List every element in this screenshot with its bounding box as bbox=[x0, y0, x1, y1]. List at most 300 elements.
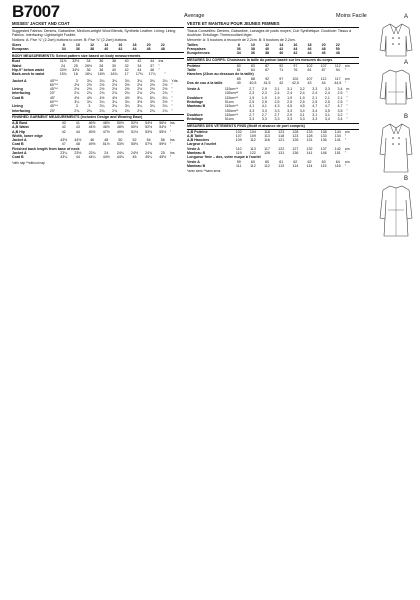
table-cell: 127 bbox=[292, 146, 299, 151]
table-cell: 114 bbox=[306, 163, 313, 168]
row-label: Européennes bbox=[187, 51, 210, 56]
table-cell: 41,5 bbox=[263, 80, 271, 85]
table-cell: 54½ bbox=[159, 125, 167, 130]
table-cell: 4,1 bbox=[261, 104, 267, 109]
pattern-title: VESTE ET MANTEAU POUR JEUNES FEMMES bbox=[187, 22, 359, 28]
fabric-width: 45"** bbox=[49, 87, 58, 92]
unit-label: " bbox=[169, 125, 172, 130]
row-label: Françaises bbox=[187, 46, 206, 51]
fabric-width: 115cm** bbox=[224, 87, 239, 92]
unit-label: " bbox=[346, 100, 348, 105]
size-cell: 46 bbox=[321, 51, 326, 56]
table-cell: 2,3 bbox=[249, 91, 255, 96]
table-cell: 3¼ bbox=[99, 104, 105, 109]
table-cell: 4,3 bbox=[274, 104, 280, 109]
table-cell: 61 bbox=[279, 159, 284, 164]
pattern-title: MISSES' JACKET AND COAT bbox=[12, 22, 184, 28]
measurement-table bbox=[187, 130, 359, 143]
width-heading: Largeur à l'ourlet bbox=[187, 142, 217, 147]
table-cell: 116 bbox=[334, 163, 341, 168]
table-cell: 128 bbox=[292, 129, 299, 134]
table-cell: 123 bbox=[278, 129, 285, 134]
table-cell: 56½ bbox=[159, 120, 167, 125]
table-cell: 60 bbox=[250, 159, 255, 164]
table-cell: 110 bbox=[235, 146, 242, 151]
fabric-width: 115cm** bbox=[224, 104, 239, 109]
table-cell: 3 bbox=[75, 78, 78, 83]
table-cell: 3¼ bbox=[86, 78, 92, 83]
table-cell: 51½ bbox=[130, 129, 138, 134]
table-cell: 2,3 bbox=[261, 91, 267, 96]
table-cell: 51½ bbox=[102, 142, 110, 147]
table-cell: 3,4 bbox=[337, 117, 343, 122]
unit-label: " bbox=[171, 87, 173, 92]
table-cell: 23¼ bbox=[60, 151, 68, 156]
row-label: Interfacing bbox=[12, 91, 31, 96]
table-cell: 48½ bbox=[102, 120, 110, 125]
unit-label: Yds. bbox=[171, 78, 179, 83]
table-cell: 43½ bbox=[60, 138, 68, 143]
row-label: Entoilage bbox=[187, 100, 204, 105]
table-cell: 2¾ bbox=[162, 108, 168, 113]
table-cell: 47 bbox=[61, 142, 66, 147]
table-cell: 36 bbox=[99, 59, 104, 64]
table-cell: 3¼ bbox=[124, 100, 130, 105]
size-cell: 12 bbox=[90, 42, 95, 47]
table-cell: 37 bbox=[150, 63, 155, 68]
table-cell: 113 bbox=[250, 146, 256, 151]
table-cell: 54 bbox=[146, 138, 151, 143]
table-cell: 64 bbox=[335, 159, 340, 164]
table-cell: 41 bbox=[75, 120, 80, 125]
table-cell: 48½ bbox=[116, 125, 124, 130]
table-cell: 3,3 bbox=[274, 117, 280, 122]
table-cell: 2,5 bbox=[337, 100, 343, 105]
table-cell: 52½ bbox=[130, 120, 138, 125]
table-cell: 1,9 bbox=[274, 95, 280, 100]
table-cell: 2¾ bbox=[74, 108, 80, 113]
table-cell: 3,2 bbox=[299, 87, 305, 92]
table-cell: 3,1 bbox=[299, 112, 305, 117]
unit-spacer bbox=[170, 47, 184, 51]
table-cell: 34 bbox=[137, 63, 142, 68]
table-cell: 2½ bbox=[162, 82, 168, 87]
jacket-a-back-illustration bbox=[376, 66, 416, 110]
view-label: A bbox=[404, 14, 409, 20]
table-cell: 2½ bbox=[162, 87, 168, 92]
table-cell: 136 bbox=[292, 151, 299, 156]
table-cell: 3,1 bbox=[324, 112, 330, 117]
table-cell: 4½ bbox=[124, 95, 130, 100]
unit-label: " bbox=[346, 117, 348, 122]
table-cell: 59 bbox=[236, 159, 241, 164]
table-cell: 38 bbox=[99, 67, 104, 72]
table-cell: 49½ bbox=[116, 129, 124, 134]
difficulty-level-en: Average bbox=[184, 13, 205, 19]
unit-label: cm bbox=[344, 146, 350, 151]
size-cell: 38 bbox=[250, 46, 255, 51]
row-label: A,B Hip bbox=[12, 129, 25, 134]
table-cell: 2½ bbox=[124, 82, 130, 87]
table-cell: 40 bbox=[111, 67, 116, 72]
table-cell: 2½ bbox=[112, 87, 118, 92]
unit-label: " bbox=[171, 95, 173, 100]
table-cell: 54½ bbox=[145, 120, 153, 125]
table-row bbox=[12, 155, 184, 159]
table-cell: 24¾ bbox=[145, 151, 153, 156]
table-cell: 136 bbox=[320, 138, 327, 143]
table-cell: 44¼ bbox=[88, 155, 96, 160]
table-cell: 49½ bbox=[88, 142, 96, 147]
table-cell: 64 bbox=[250, 67, 255, 72]
table-cell: 3,3 bbox=[261, 108, 267, 113]
unit-label: cm bbox=[344, 63, 350, 68]
table-cell: 46 bbox=[150, 67, 155, 72]
unit-label: Ins bbox=[169, 138, 175, 143]
measurement-table bbox=[187, 87, 359, 121]
table-cell: 55½ bbox=[159, 129, 167, 134]
size-cell: 16 bbox=[118, 42, 123, 47]
pattern-number: B7007 bbox=[12, 2, 60, 21]
table-cell: 3,2 bbox=[337, 112, 343, 117]
table-cell: 115 bbox=[320, 163, 327, 168]
unit-label: " bbox=[169, 155, 172, 160]
fabric-width: 60"** bbox=[49, 82, 58, 87]
table-cell: 92 bbox=[265, 76, 270, 81]
table-cell: 44,5 bbox=[334, 80, 342, 85]
table-cell: 50½ bbox=[130, 125, 138, 130]
table-cell: 2½ bbox=[86, 87, 92, 92]
table-cell: 17¼ bbox=[148, 72, 156, 77]
table-cell: 44 bbox=[75, 129, 80, 134]
table-cell: 44¾ bbox=[116, 155, 124, 160]
table-cell: 3¼ bbox=[149, 104, 155, 109]
measurement-table bbox=[187, 160, 359, 169]
table-cell: 133 bbox=[320, 133, 327, 138]
width-heading: Width, lower edge bbox=[12, 133, 43, 138]
table-cell: 3,4 bbox=[312, 108, 318, 113]
table-cell: 2¾ bbox=[86, 108, 92, 113]
row-label: Manteau B bbox=[187, 163, 206, 168]
table-cell: 32½ bbox=[72, 59, 80, 64]
table-cell: 131 bbox=[306, 138, 313, 143]
size-cell: 42 bbox=[293, 51, 298, 56]
table-cell: 4,7 bbox=[312, 104, 318, 109]
measurement-table bbox=[12, 121, 184, 134]
table-cell: 2,7 bbox=[249, 112, 255, 117]
size-cell: 36 bbox=[236, 46, 241, 51]
table-cell: 44 bbox=[137, 67, 142, 72]
row-label: Tailles bbox=[187, 42, 198, 47]
table-cell: 53½ bbox=[116, 142, 124, 147]
row-label: A,B Poitrine bbox=[187, 129, 208, 134]
table-cell: 44 bbox=[75, 155, 80, 160]
table-cell: 2,4 bbox=[299, 91, 305, 96]
table-cell: 2,5 bbox=[249, 100, 255, 105]
table-cell: 48 bbox=[75, 142, 80, 147]
size-cell: 12 bbox=[265, 42, 270, 47]
table-cell: 3,4 bbox=[324, 117, 330, 122]
table-cell: 46 bbox=[90, 138, 95, 143]
view-label: B bbox=[404, 176, 409, 182]
finished-measurements-heading: MESURES DES VÊTEMENTS FINIS (Motif et aisance de port compris) bbox=[187, 123, 359, 130]
table-cell: 112 bbox=[334, 63, 341, 68]
table-cell: 3,5 bbox=[324, 108, 330, 113]
table-cell: 46½ bbox=[102, 125, 110, 130]
table-cell: 3,3 bbox=[249, 108, 255, 113]
table-cell: 112 bbox=[250, 163, 256, 168]
table-cell: 1,9 bbox=[299, 95, 305, 100]
fabrics-text: Suggested Fabrics: Denims, Gabardine, Medium-weight Wool Blends, Synthetic Leather. Lining: Lining Fabrics. Interfacing: Lightweight Fusible. bbox=[12, 28, 176, 37]
table-cell: 146 bbox=[320, 151, 327, 156]
unit-label: " bbox=[169, 129, 172, 134]
length-heading: Longueur finie – dos, votre nuque à l'ourlet bbox=[187, 155, 261, 160]
table-cell: 42 bbox=[124, 67, 129, 72]
size-cell: 36 bbox=[75, 46, 80, 51]
table-cell: 1,9 bbox=[287, 95, 293, 100]
table-cell: 16 bbox=[73, 72, 78, 77]
size-cell: 20 bbox=[146, 42, 151, 47]
table-cell: 44 bbox=[321, 80, 326, 85]
fabric-width: 115cm** bbox=[224, 112, 239, 117]
table-cell: 42,5 bbox=[291, 80, 299, 85]
row-label: Jacket A bbox=[12, 151, 27, 156]
table-cell: 2,1 bbox=[324, 95, 330, 100]
table-cell: 2½ bbox=[99, 82, 105, 87]
table-cell: 45½ bbox=[88, 129, 96, 134]
table-cell: 102 bbox=[306, 63, 313, 68]
table-cell: 88 bbox=[250, 76, 255, 81]
table-cell: 2,9 bbox=[287, 112, 293, 117]
row-label: Poitrine bbox=[187, 63, 201, 68]
table-cell: 15¾ bbox=[59, 72, 67, 77]
table-cell: 2½ bbox=[74, 82, 80, 87]
table-cell: 42 bbox=[61, 125, 66, 130]
table-cell: 112 bbox=[264, 163, 270, 168]
table-cell: 3¼ bbox=[124, 78, 130, 83]
row-label: Coat B bbox=[12, 155, 24, 160]
table-cell: 121 bbox=[278, 138, 285, 143]
table-cell: 107 bbox=[320, 63, 327, 68]
row-label: Taille bbox=[187, 67, 196, 72]
unit-label: cm bbox=[344, 76, 350, 81]
table-cell: 102 bbox=[235, 129, 242, 134]
table-cell: 38 bbox=[111, 59, 116, 64]
table-cell: 3½ bbox=[137, 100, 143, 105]
fabric-width: 20" bbox=[49, 108, 56, 113]
notions-text: Mercerie: A: 5 boutons à recouvrir de 2,2cm. B: 5 boutons de 2,2cm. bbox=[187, 37, 296, 42]
table-cell: 126 bbox=[264, 151, 271, 156]
table-cell: 2,5 bbox=[287, 100, 293, 105]
table-cell: 42 bbox=[137, 59, 142, 64]
table-cell: 4½ bbox=[86, 95, 92, 100]
table-cell: 2¾ bbox=[124, 91, 130, 96]
unit-label: " bbox=[158, 63, 160, 68]
table-cell: 55½ bbox=[130, 142, 138, 147]
table-cell: 16½ bbox=[97, 72, 105, 77]
jacket-a-front-illustration bbox=[376, 20, 416, 60]
table-cell: 2¾ bbox=[112, 91, 118, 96]
row-label: Hip-9" below waist bbox=[12, 67, 44, 72]
row-label: A,B Hanches bbox=[187, 138, 210, 143]
size-cell: 48 bbox=[321, 46, 326, 51]
table-cell: 2,7 bbox=[274, 112, 280, 117]
table-cell: 2½ bbox=[137, 82, 143, 87]
table-cell: 118 bbox=[278, 133, 285, 138]
row-label: Doublure bbox=[187, 112, 203, 117]
table-cell: 43¼ bbox=[60, 155, 68, 160]
row-label: A,B Bust bbox=[12, 120, 28, 125]
unit-label: " bbox=[346, 91, 348, 96]
unit-label: Ins bbox=[169, 151, 175, 156]
table-cell: 87 bbox=[321, 67, 326, 72]
table-cell: 36 bbox=[86, 67, 91, 72]
table-cell: 2,5 bbox=[337, 91, 343, 96]
table-cell: 3¼ bbox=[99, 78, 105, 83]
size-cell: 18 bbox=[132, 42, 137, 47]
table-cell: 104 bbox=[249, 129, 256, 134]
unit-label: Ins bbox=[169, 120, 175, 125]
table-cell: 2,4 bbox=[287, 91, 293, 96]
table-cell: 24¼ bbox=[116, 151, 124, 156]
table-row bbox=[187, 164, 359, 168]
fabric-width: 150cm** bbox=[224, 91, 239, 96]
table-cell: 111 bbox=[236, 163, 242, 168]
row-label: Waist bbox=[12, 63, 22, 68]
unit-label: Ins bbox=[158, 59, 164, 64]
table-cell: 112 bbox=[250, 138, 256, 143]
difficulty-level-fr: Moins Facile bbox=[336, 13, 367, 19]
table-cell: 52½ bbox=[145, 125, 153, 130]
row-label: Manteau B bbox=[187, 151, 206, 156]
unit-label: " bbox=[344, 67, 347, 72]
table-cell: 131 bbox=[278, 151, 285, 156]
row-label: Coat B bbox=[12, 95, 24, 100]
table-cell: 76 bbox=[293, 67, 298, 72]
measurement-table bbox=[187, 147, 359, 156]
row-label: Lining bbox=[12, 104, 23, 109]
table-cell: 2¾ bbox=[99, 108, 105, 113]
table-cell: 3¼ bbox=[137, 104, 143, 109]
size-cell: 10 bbox=[250, 42, 255, 47]
table-cell: 118 bbox=[264, 129, 270, 134]
unit-label: " bbox=[344, 138, 347, 143]
table-cell: 4,7 bbox=[337, 104, 343, 109]
table-cell: 62 bbox=[293, 159, 298, 164]
fabric-width: 115cm** bbox=[224, 95, 239, 100]
table-cell: 134 bbox=[334, 133, 341, 138]
table-cell: 81 bbox=[307, 67, 312, 72]
table-cell: 122 bbox=[278, 146, 285, 151]
coat-b-front-illustration bbox=[376, 120, 416, 176]
table-cell: 3,1 bbox=[287, 87, 293, 92]
view-label: A bbox=[404, 60, 409, 66]
table-cell: 3¼ bbox=[162, 78, 168, 83]
row-label: Hanches (23cm au dessous de la taille) bbox=[187, 72, 254, 77]
table-cell: 3,1 bbox=[274, 87, 280, 92]
table-cell: 2½ bbox=[149, 82, 155, 87]
table-cell: 23½ bbox=[74, 151, 82, 156]
table-cell: 141 bbox=[334, 138, 341, 143]
unit-label: " bbox=[171, 104, 173, 109]
fabric-width: 45" bbox=[49, 95, 56, 100]
table-cell: 133 bbox=[306, 129, 313, 134]
fabric-width: 51cm bbox=[224, 100, 234, 105]
english-column bbox=[12, 22, 184, 165]
table-cell: 26½ bbox=[85, 63, 93, 68]
fabric-width: 20" bbox=[49, 91, 56, 96]
unit-label: " bbox=[344, 151, 347, 156]
unit-label: " bbox=[171, 100, 173, 105]
table-cell: 2,1 bbox=[337, 95, 343, 100]
table-cell: 2¾ bbox=[86, 91, 92, 96]
table-cell: 3,3 bbox=[287, 117, 293, 122]
unit-label: " bbox=[171, 82, 173, 87]
table-cell: 2,7 bbox=[249, 87, 255, 92]
fabric-width: 60"** bbox=[49, 100, 58, 105]
coat-b-back-illustration bbox=[376, 182, 416, 240]
table-row bbox=[187, 117, 359, 121]
table-cell: 4,7 bbox=[324, 104, 330, 109]
size-cell: 10 bbox=[75, 42, 80, 47]
table-cell: 52 bbox=[132, 138, 137, 143]
table-cell: 87 bbox=[265, 63, 270, 68]
size-cell: 48 bbox=[160, 46, 165, 51]
unit-label: " bbox=[344, 133, 347, 138]
table-cell: 3½ bbox=[149, 100, 155, 105]
table-cell: 5¼ bbox=[137, 95, 143, 100]
unit-label: " bbox=[344, 163, 347, 168]
table-cell: 45¼ bbox=[145, 155, 153, 160]
row-label: Bust bbox=[12, 59, 20, 64]
fabric-width: 51cm bbox=[224, 117, 234, 122]
size-cell: 34 bbox=[236, 51, 241, 56]
body-measurements-heading: BODY MEASUREMENTS: Select pattern size based on body measurements bbox=[12, 52, 184, 59]
row-label: Entoilage bbox=[187, 117, 204, 122]
table-cell: 5¼ bbox=[162, 95, 168, 100]
table-cell: 107 bbox=[235, 133, 242, 138]
size-row bbox=[187, 51, 359, 55]
measurement-table bbox=[12, 151, 184, 160]
table-cell: 2,4 bbox=[312, 91, 318, 96]
table-cell: 4½ bbox=[99, 95, 105, 100]
page-header bbox=[12, 2, 412, 22]
table-cell: 113 bbox=[278, 163, 285, 168]
table-cell: 3¼ bbox=[137, 78, 143, 83]
table-cell: 2,5 bbox=[274, 100, 280, 105]
table-cell: 2,5 bbox=[299, 100, 305, 105]
table-cell: 50 bbox=[118, 138, 123, 143]
table-cell: 85 bbox=[236, 76, 241, 81]
row-label: European bbox=[12, 46, 29, 51]
measurement-table bbox=[12, 59, 184, 76]
size-cell: 16 bbox=[293, 42, 298, 47]
table-cell: 2¾ bbox=[112, 108, 118, 113]
table-cell: 1,9 bbox=[249, 95, 255, 100]
row-label: Interfacing bbox=[12, 108, 31, 113]
table-cell: 3¼ bbox=[149, 78, 155, 83]
table-cell: 24 bbox=[104, 151, 109, 156]
table-row bbox=[12, 109, 184, 113]
table-cell: 43 bbox=[75, 125, 80, 130]
table-cell: 4,1 bbox=[249, 104, 255, 109]
size-cell: 22 bbox=[160, 42, 165, 47]
row-label: Lining bbox=[12, 87, 23, 92]
table-cell: 128 bbox=[306, 133, 313, 138]
table-cell: 3¼ bbox=[112, 78, 118, 83]
table-cell: 3,3 bbox=[261, 117, 267, 122]
table-cell: 3,3 bbox=[249, 117, 255, 122]
